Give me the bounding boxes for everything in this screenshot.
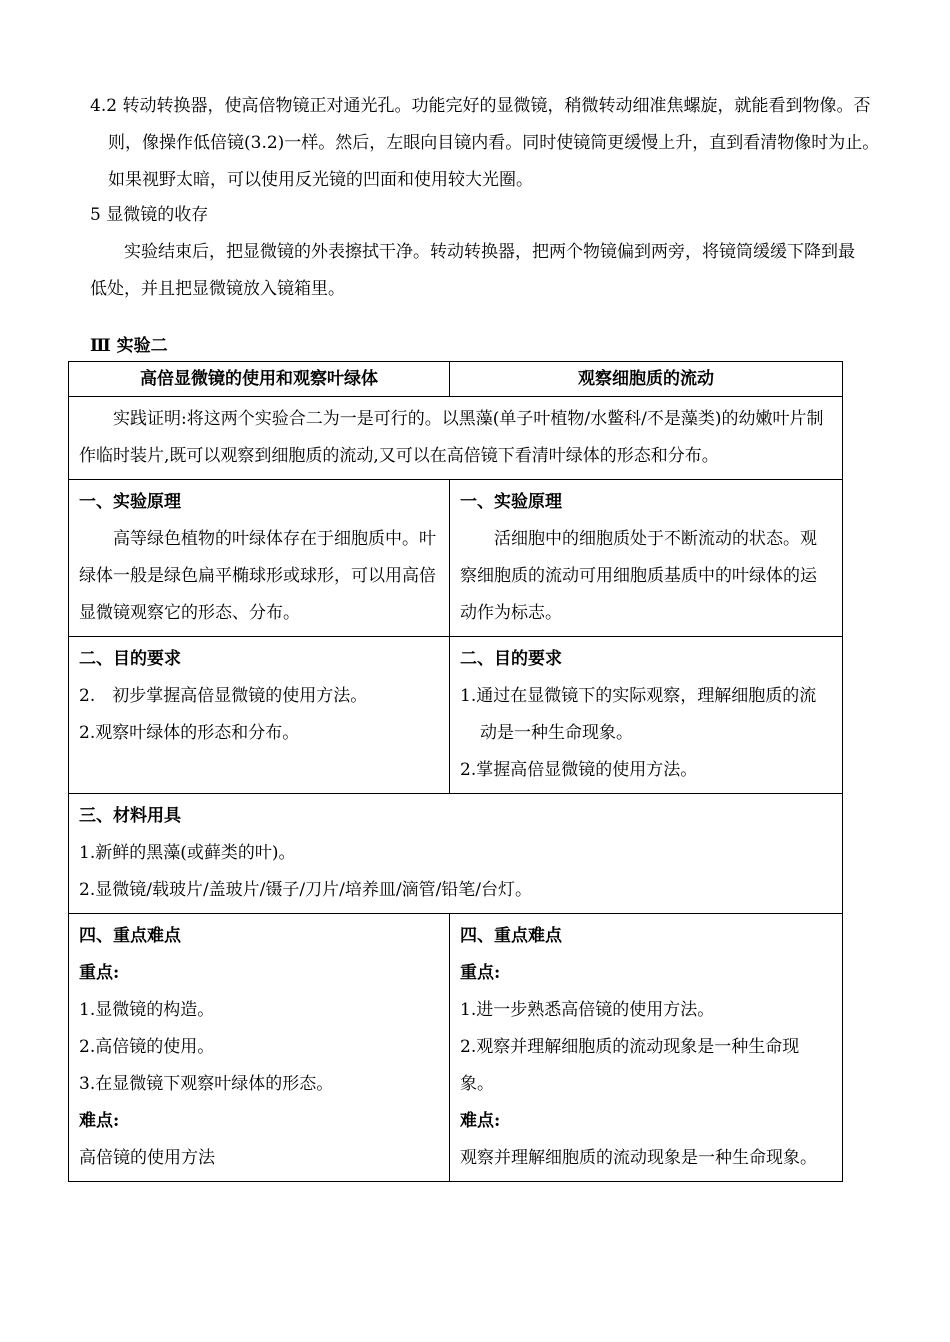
section-5-body: 实验结束后，把显微镜的外表擦拭干净。转动转换器，把两个物镜偏到两旁，将镜筒缓缓下降到最低处，并且把显微镜放入镜箱里。	[90, 242, 855, 299]
difficulty-right-label: 难点:	[460, 1111, 501, 1131]
header-left: 高倍显微镜的使用和观察叶绿体	[69, 362, 450, 397]
experiment-table	[68, 361, 843, 1182]
section-5-title: 5 显微镜的收存	[90, 205, 209, 225]
purpose-left-item: 2. 初步掌握高倍显微镜的使用方法。	[79, 686, 368, 706]
difficulty-left-item: 高倍镜的使用方法	[79, 1148, 215, 1168]
materials-title: 三、材料用具	[79, 806, 181, 826]
purpose-right-title: 二、目的要求	[460, 649, 562, 669]
purpose-left-item: 2.观察叶绿体的形态和分布。	[79, 723, 300, 743]
materials-item: 1.新鲜的黑藻(或藓类的叶)。	[79, 843, 296, 863]
table-header-row	[69, 362, 843, 397]
materials-item: 2.显微镜/载玻片/盖玻片/镊子/刀片/培养皿/滴管/铅笔/台灯。	[79, 880, 533, 900]
key-right-label: 重点:	[460, 963, 501, 983]
difficulty-left-label: 难点:	[79, 1111, 120, 1131]
purpose-left-title: 二、目的要求	[79, 649, 181, 669]
header-right: 观察细胞质的流动	[450, 362, 843, 397]
section-3-title: Ⅲ 实验二	[90, 336, 168, 356]
key-left-item: 3.在显微镜下观察叶绿体的形态。	[79, 1074, 334, 1094]
purpose-right-item: 2.掌握高倍显微镜的使用方法。	[460, 760, 698, 780]
table-row	[69, 914, 843, 1182]
principle-right-body: 活细胞中的细胞质处于不断流动的状态。观察细胞质的流动可用细胞质基质中的叶绿体的运动作为标志。	[460, 529, 817, 623]
purpose-right-item: 1.通过在显微镜下的实际观察，理解细胞质的流动是一种生命现象。	[460, 686, 817, 743]
key-left-item: 2.高倍镜的使用。	[79, 1037, 215, 1057]
table-row	[69, 637, 843, 794]
principle-left-title: 一、实验原理	[79, 492, 181, 512]
key-right-item: 1.进一步熟悉高倍镜的使用方法。	[460, 1000, 715, 1020]
key-right-item: 2.观察并理解细胞质的流动现象是一种生命现象。	[460, 1037, 800, 1094]
table-row	[69, 480, 843, 637]
table-row	[69, 397, 843, 480]
principle-left-body: 高等绿色植物的叶绿体存在于细胞质中。叶绿体一般是绿色扁平椭球形或球形，可以用高倍显微镜观察它的形态、分布。	[79, 529, 436, 623]
key-left-title: 四、重点难点	[79, 926, 181, 946]
key-left-label: 重点:	[79, 963, 120, 983]
principle-right-title: 一、实验原理	[460, 492, 562, 512]
table-row	[69, 794, 843, 914]
key-left-item: 1.显微镜的构造。	[79, 1000, 215, 1020]
proof-text: 实践证明:将这两个实验合二为一是可行的。以黑藻(单子叶植物/水鳖科/不是藻类)的幼嫩叶片制作临时装片,既可以观察到细胞质的流动,又可以在高倍镜下看清叶绿体的形态和分布。	[79, 409, 824, 466]
difficulty-right-item: 观察并理解细胞质的流动现象是一种生命现象。	[460, 1148, 817, 1168]
paragraph-4-2: 4.2 转动转换器，使高倍物镜正对通光孔。功能完好的显微镜，稍微转动细准焦螺旋，就能看到物像。否则，像操作低倍镜(3.2)一样。然后，左眼向目镜内看。同时使镜筒更缓慢上升，直到看清物像时为止。如果视野太暗，可以使用反光镜的凹面和使用较大光圈。	[90, 96, 880, 190]
key-right-title: 四、重点难点	[460, 926, 562, 946]
